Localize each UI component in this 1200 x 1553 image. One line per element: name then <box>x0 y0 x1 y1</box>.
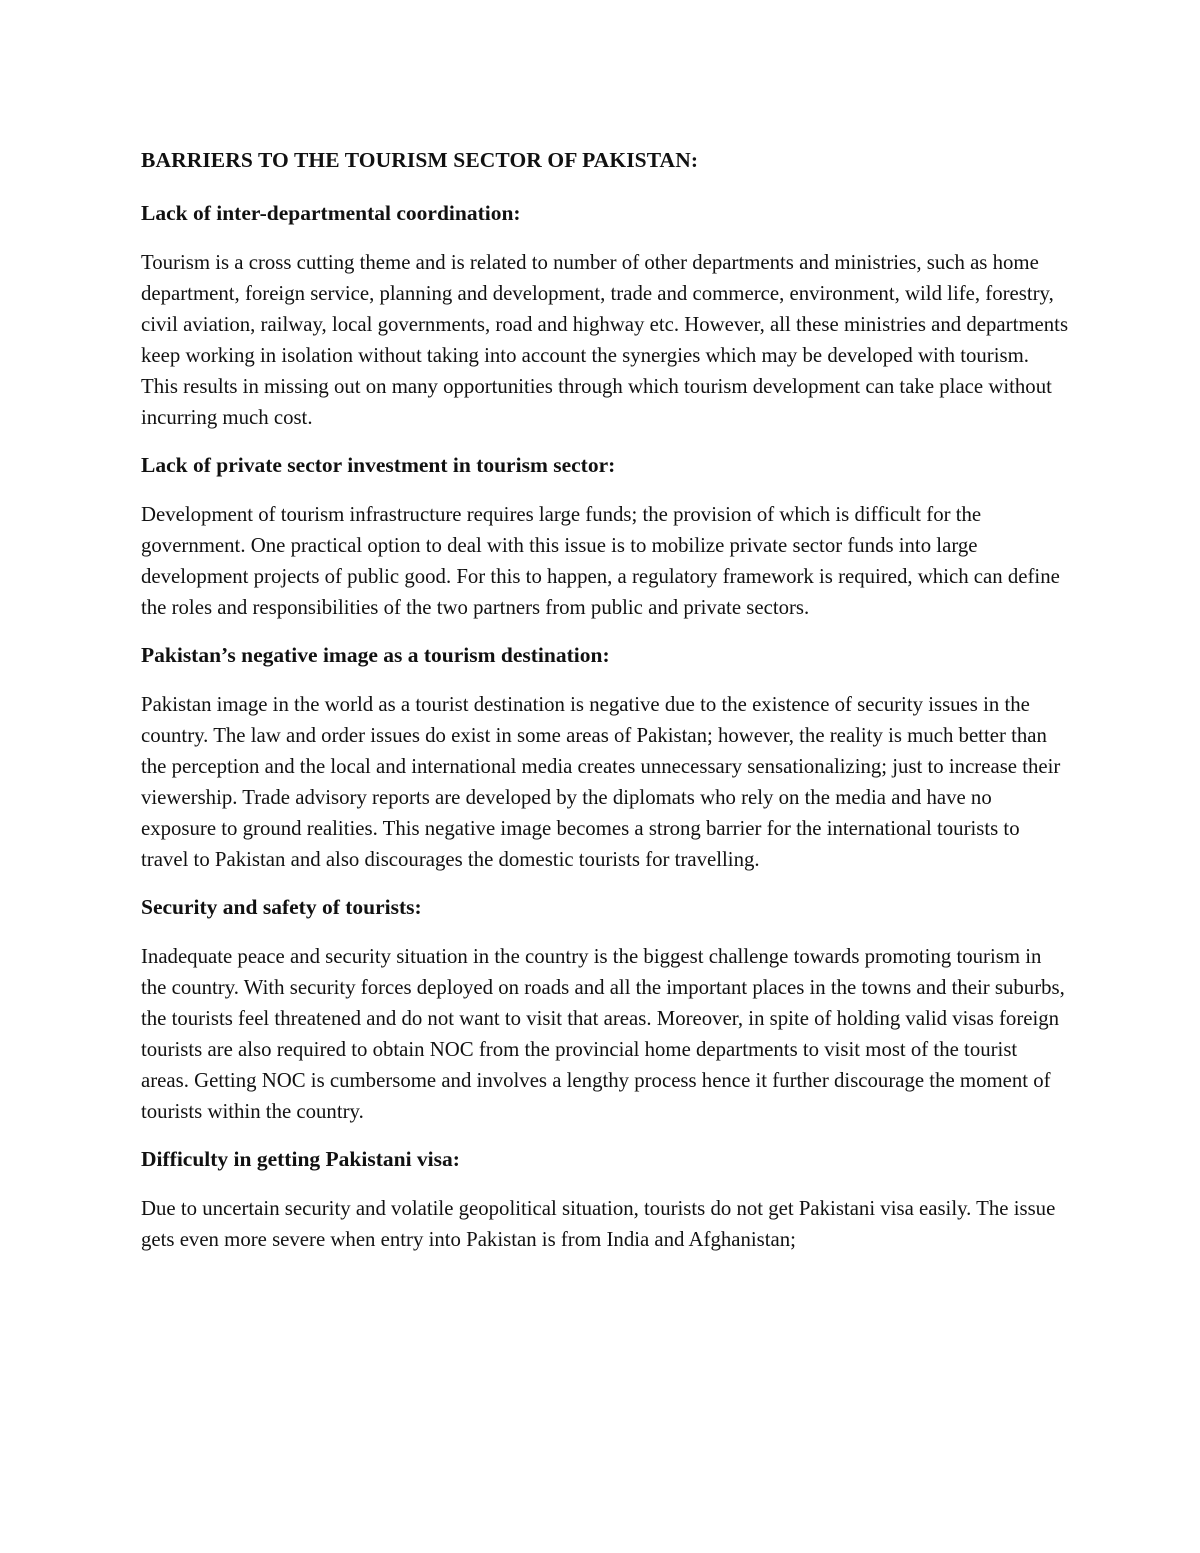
section-heading-negative-image: Pakistan’s negative image as a tourism destination: <box>141 643 610 667</box>
document-title: BARRIERS TO THE TOURISM SECTOR OF PAKISTAN: <box>141 148 699 172</box>
section-heading-security-safety: Security and safety of tourists: <box>141 895 422 919</box>
section-heading-coordination: Lack of inter-departmental coordination: <box>141 201 521 225</box>
section-heading-visa: Difficulty in getting Pakistani visa: <box>141 1147 460 1171</box>
section-body-private-investment: Development of tourism infrastructure requires large funds; the provision of which is difficult for the government. One practical option to deal with this issue is to mobilize private sector funds into large development projects of public good. For this to happen, a regulatory framework is required, which can define the roles and responsibilities of the two partners from public and private sectors. <box>141 503 1060 619</box>
section-body-security-safety: Inadequate peace and security situation in the country is the biggest challenge towards promoting tourism in the country. With security forces deployed on roads and all the important places in the towns and their suburbs, the tourists feel threatened and do not want to visit that areas. Moreover, in spite of holding valid visas foreign tourists are also required to obtain NOC from the provincial home departments to visit most of the tourist areas. Getting NOC is cumbersome and involves a lengthy process hence it further discourage the moment of tourists within the country. <box>141 945 1065 1123</box>
section-heading-private-investment: Lack of private sector investment in tourism sector: <box>141 453 616 477</box>
section-body-coordination: Tourism is a cross cutting theme and is related to number of other departments and ministries, such as home department, foreign service, planning and development, trade and commerce, environment, wild life, forestry, civil aviation, railway, local governments, road and highway etc. However, all these ministries and departments keep working in isolation without taking into account the synergies which may be developed with tourism. This results in missing out on many opportunities through which tourism development can take place without incurring much cost. <box>141 251 1069 429</box>
section-body-negative-image: Pakistan image in the world as a tourist destination is negative due to the existence of security issues in the country. The law and order issues do exist in some areas of Pakistan; however, the reality is much better than the perception and the local and international media creates unnecessary sensationalizing; just to increase their viewership. Trade advisory reports are developed by the diplomats who rely on the media and have no exposure to ground realities. This negative image becomes a strong barrier for the international tourists to travel to Pakistan and also discourages the domestic tourists for travelling. <box>141 693 1061 871</box>
document-content <box>141 142 1069 1272</box>
section-body-visa: Due to uncertain security and volatile geopolitical situation, tourists do not get Pakistani visa easily. The issue gets even more severe when entry into Pakistan is from India and Afghanistan; <box>141 1197 1056 1251</box>
